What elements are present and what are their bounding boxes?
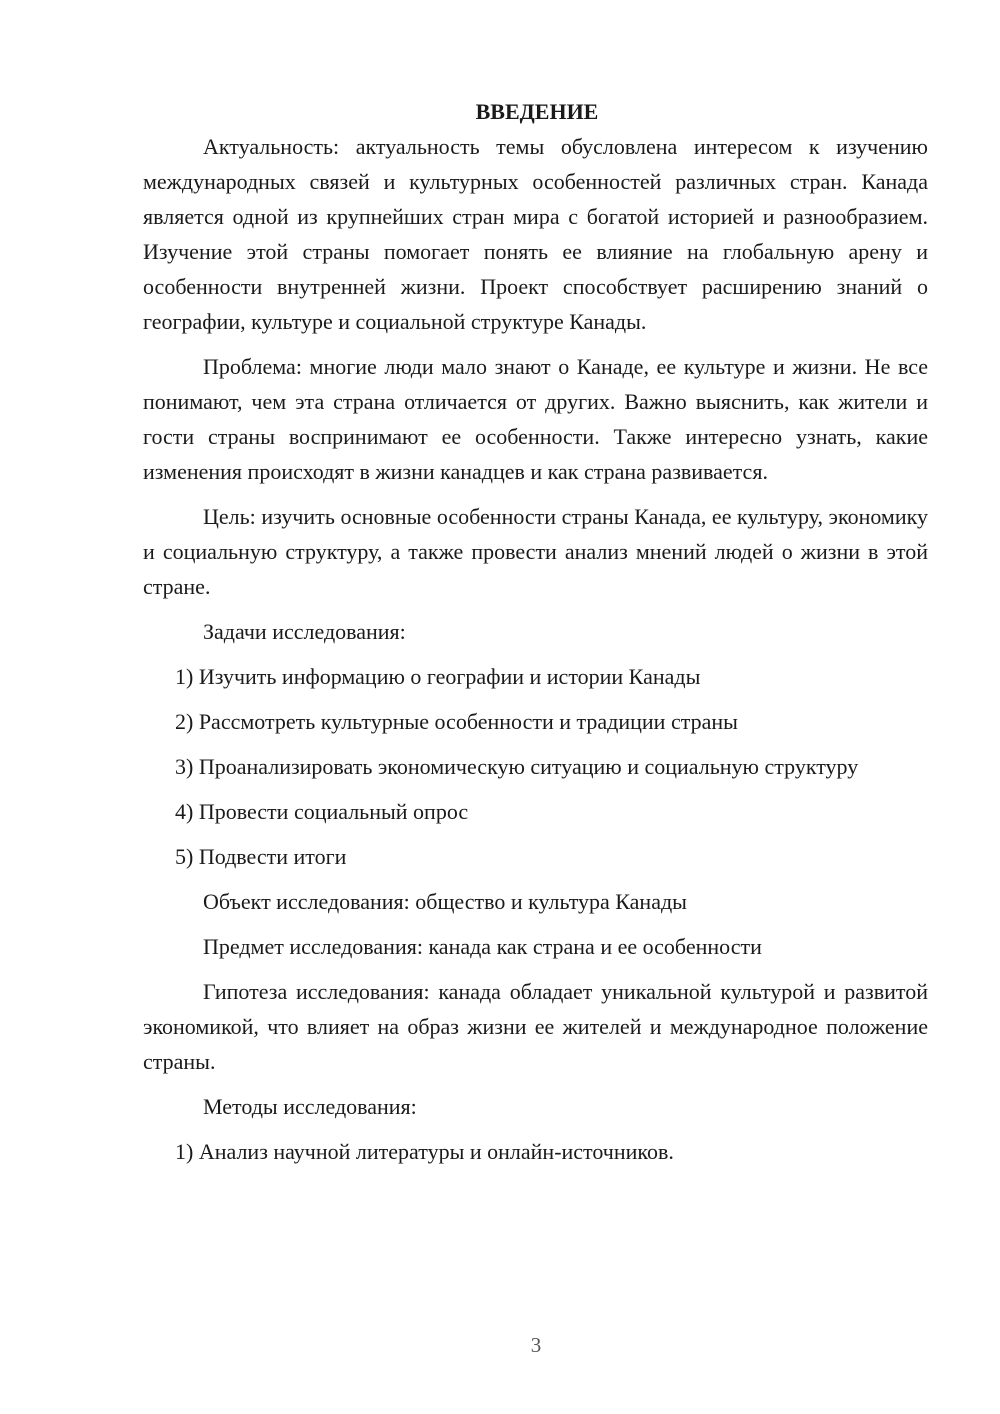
- task-item-3: 3) Проанализировать экономическую ситуацию и социальную структуру: [175, 754, 859, 779]
- tasks-title: Задачи исследования:: [203, 619, 406, 644]
- task-item-4: 4) Провести социальный опрос: [175, 799, 469, 824]
- page-content: [143, 94, 928, 1179]
- methods-title: Методы исследования:: [203, 1094, 417, 1119]
- relevance-paragraph: Актуальность: актуальность темы обусловлена интересом к изучению международных связей и культурных особенностей различных стран. Канада является одной из крупнейших стран мира с богатой историей и разнообразием. Изучение этой страны помогает понять ее влияние на глобальную арену и особенности внутренней жизни. Проект способствует расширению знаний о географии, культуре и социальной структуре Канады.: [143, 134, 928, 334]
- task-item-5: 5) Подвести итоги: [175, 844, 347, 869]
- method-item-1: 1) Анализ научной литературы и онлайн-источников.: [175, 1139, 674, 1164]
- object-paragraph: Объект исследования: общество и культура Канады: [203, 889, 687, 914]
- hypothesis-paragraph: Гипотеза исследования: канада обладает уникальной культурой и развитой экономикой, что влияет на образ жизни ее жителей и международное положение страны.: [143, 979, 928, 1074]
- task-item-2: 2) Рассмотреть культурные особенности и традиции страны: [175, 709, 738, 734]
- subject-paragraph: Предмет исследования: канада как страна и ее особенности: [203, 934, 762, 959]
- page-number: 3: [530, 1333, 542, 1357]
- task-item-1: 1) Изучить информацию о географии и истории Канады: [175, 664, 701, 689]
- problem-paragraph: Проблема: многие люди мало знают о Канаде, ее культуре и жизни. Не все понимают, чем эта страна отличается от других. Важно выяснить, как жители и гости страны воспринимают ее особенности. Также интересно узнать, какие изменения происходят в жизни канадцев и как страна развивается.: [143, 354, 928, 484]
- section-heading: ВВЕДЕНИЕ: [475, 99, 599, 124]
- goal-paragraph: Цель: изучить основные особенности страны Канада, ее культуру, экономику и социальную структуру, а также провести анализ мнений людей о жизни в этой стране.: [143, 504, 928, 599]
